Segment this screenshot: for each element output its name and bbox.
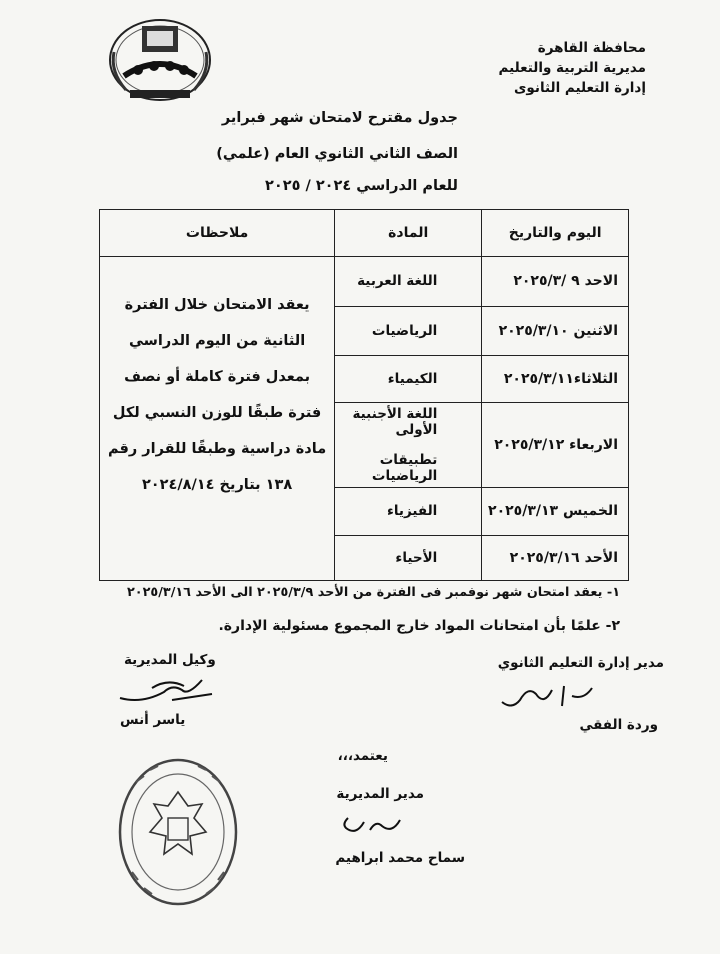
schedule-title: جدول مقترح لامتحان شهر فبراير [221,110,458,126]
row-day: الاحد ٩ /٢٠٢٥/٣ [482,257,629,307]
administration-name: إدارة التعليم الثانوى [514,80,646,96]
admin-director-name: وردة الفقي [579,717,658,733]
governorate-name: محافظة القاهرة [537,40,646,56]
header-day-date: اليوم والتاريخ [482,210,629,257]
table-row [100,257,629,307]
note-line: بمعدل فترة كاملة أو نصف [124,369,311,385]
footnote-2: ٢- علمًا بأن امتحانات المواد خارج المجموع مسئولية الإدارة. [218,618,620,634]
secondary-admin-director-title: مدير إدارة التعليم الثانوي [497,655,664,671]
admin-director-signature [492,680,602,716]
directorate-logo [104,12,216,106]
table-header-row [100,210,629,257]
note-line: يعقد الامتحان خلال الفترة [124,297,310,313]
note-line: الثانية من اليوم الدراسي [128,333,306,349]
row-day: الثلاثاء٢٠٢٥/٣/١١ [482,356,629,403]
row-subject: الرياضيات [335,306,482,356]
director-name: سماح محمد ابراهيم [335,850,465,866]
row-subject: اللغة العربية [335,257,482,307]
grade-title: الصف الثاني الثانوي العام (علمي) [216,146,458,162]
row-day: الخميس ٢٠٢٥/٣/١٣ [482,488,629,535]
directorate-director-title: مدير المديرية [336,786,424,802]
row-day: الأحد ٢٠٢٥/٣/١٦ [482,535,629,580]
deputy-signature [112,670,222,710]
academic-year-title: للعام الدراسي ٢٠٢٤ / ٢٠٢٥ [265,178,458,194]
directorate-name: مديرية التربية والتعليم [498,60,646,76]
notes-cell [100,257,335,581]
header-subject: المادة [335,210,482,257]
subject-line: اللغة الأجنبية الأولى [352,406,438,439]
official-seal [114,752,242,922]
note-line: مادة دراسية وطبقًا للقرار رقم [108,441,327,457]
exam-schedule-table [99,209,629,581]
footnote-1: ١- يعقد امتحان شهر نوفمبر فى الفترة من الأحد ٢٠٢٥/٣/٩ الى الأحد ٢٠٢٥/٣/١٦ [126,585,620,600]
subject-line: تطبيقات الرياضيات [371,452,438,485]
row-subject: الأحياء [335,535,482,580]
row-day: الاثنين ٢٠٢٥/٣/١٠ [482,306,629,356]
deputy-title: وكيل المديرية [124,652,216,668]
director-signature [336,812,406,842]
header-notes: ملاحظات [100,210,335,257]
deputy-name: ياسر أنس [120,712,186,728]
approval-text: يعتمد،،، [337,748,388,764]
note-line: فترة طبقًا للوزن النسبي لكل [112,405,322,421]
row-subject [335,403,482,488]
header-block [406,38,646,98]
row-subject: الفيزياء [335,488,482,535]
note-line: ١٣٨ بتاريخ ٢٠٢٤/٨/١٤ [141,477,293,493]
row-day: الاربعاء ٢٠٢٥/٣/١٢ [482,403,629,488]
row-subject: الكيمياء [335,356,482,403]
